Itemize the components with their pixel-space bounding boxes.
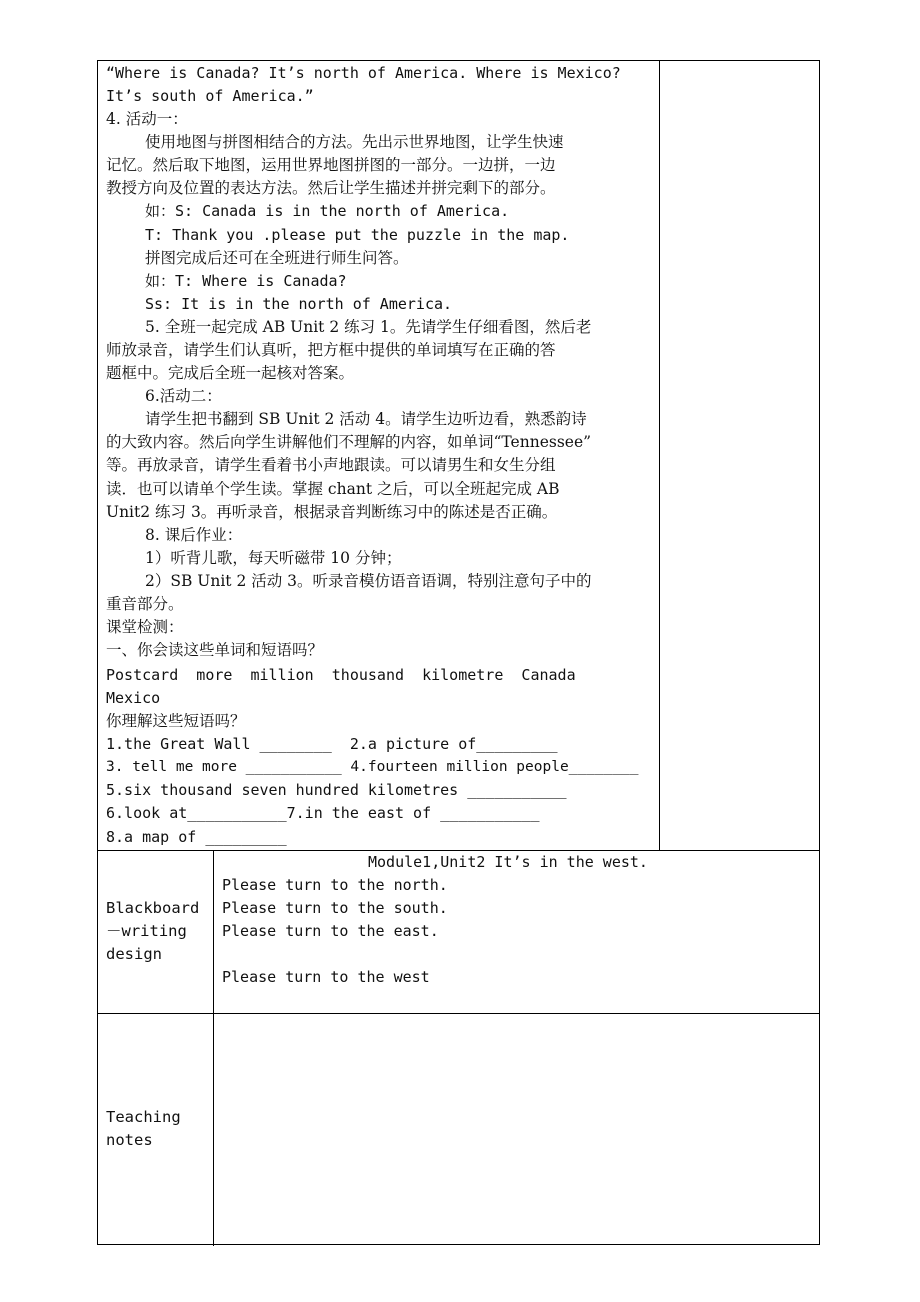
body-line: 5. 全班一起完成 AB Unit 2 练习 1。先请学生仔细看图，然后老 [145, 318, 592, 336]
body-line: Postcard more million thousand kilometre Canada [106, 666, 576, 684]
body-line: 3. tell me more ___________ 4.fourteen million people________ [106, 759, 639, 775]
body-line: 读．也可以请单个学生读。掌握 chant 之后，可以全班起完成 AB [106, 480, 560, 498]
body-line: 1）听背儿歌，每天听磁带 10 分钟； [145, 549, 402, 567]
body-line: 等。再放录音，请学生看着书小声地跟读。可以请男生和女生分组 [106, 456, 556, 474]
body-line: T: Thank you .please put the puzzle in the map. [145, 226, 570, 244]
body-line: 5.six thousand seven hundred kilometres ___________ [106, 781, 567, 799]
teaching-notes-content [214, 1013, 818, 1243]
label-line: notes [106, 1131, 153, 1149]
body-line: 师放录音，请学生们认真听，把方框中提供的单词填写在正确的答 [106, 341, 556, 359]
body-line: 8.a map of _________ [106, 828, 287, 846]
blackboard-title: Module1,Unit2 It’s in the west. [368, 853, 648, 871]
body-line: 课堂检测： [106, 618, 184, 636]
body-line: 使用地图与拼图相结合的方法。先出示世界地图，让学生快速 [145, 133, 564, 151]
body-line: 重音部分。 [106, 595, 184, 613]
blackboard-line: Please turn to the north. [222, 876, 448, 894]
body-line: “Where is Canada? It’s north of America. Where is Mexico? [106, 64, 621, 82]
body-line: 题框中。完成后全班一起核对答案。 [106, 364, 355, 382]
body-line: 6.活动二： [145, 387, 222, 405]
body-line: 如：S: Canada is in the north of America. [145, 202, 510, 220]
blackboard-line: Please turn to the south. [222, 899, 448, 917]
label-line: Blackboard [106, 899, 200, 917]
body-line: It’s south of America.” [106, 87, 314, 105]
body-line: 如：T: Where is Canada? [145, 272, 347, 290]
body-line: 4. 活动一： [106, 110, 188, 128]
body-line: Ss: It is in the north of America. [145, 295, 453, 313]
body-line: Unit2 练习 3。再听录音，根据录音判断练习中的陈述是否正确。 [106, 503, 558, 521]
body-line: 教授方向及位置的表达方法。然后让学生描述并拼完剩下的部分。 [106, 179, 556, 197]
label-line: －writing [106, 922, 187, 940]
body-line: 1.the Great Wall ________ 2.a picture of_________ [106, 735, 558, 753]
body-line: 拼图完成后还可在全班进行师生问答。 [145, 249, 409, 267]
body-line: 2）SB Unit 2 活动 3。听录音模仿语音语调，特别注意句子中的 [145, 572, 592, 590]
blackboard-line: Please turn to the east. [222, 922, 439, 940]
label-line: Teaching [106, 1108, 181, 1126]
body-line: 记忆。然后取下地图，运用世界地图拼图的一部分。一边拼，一边 [106, 156, 556, 174]
body-line: 8. 课后作业： [145, 526, 243, 544]
label-line: design [106, 945, 162, 963]
body-line: Mexico [106, 689, 161, 707]
body-line: 6.look at___________7.in the east of ___________ [106, 804, 540, 822]
body-line: 请学生把书翻到 SB Unit 2 活动 4。请学生边听边看，熟悉韵诗 [145, 410, 587, 428]
body-line: 你理解这些短语吗？ [106, 712, 246, 730]
top-column-divider [659, 61, 660, 850]
body-line: 一、你会读这些单词和短语吗？ [106, 641, 324, 659]
blackboard-line: Please turn to the west [222, 968, 430, 986]
body-line: 的大致内容。然后向学生讲解他们不理解的内容，如单词“Tennessee” [106, 433, 592, 451]
